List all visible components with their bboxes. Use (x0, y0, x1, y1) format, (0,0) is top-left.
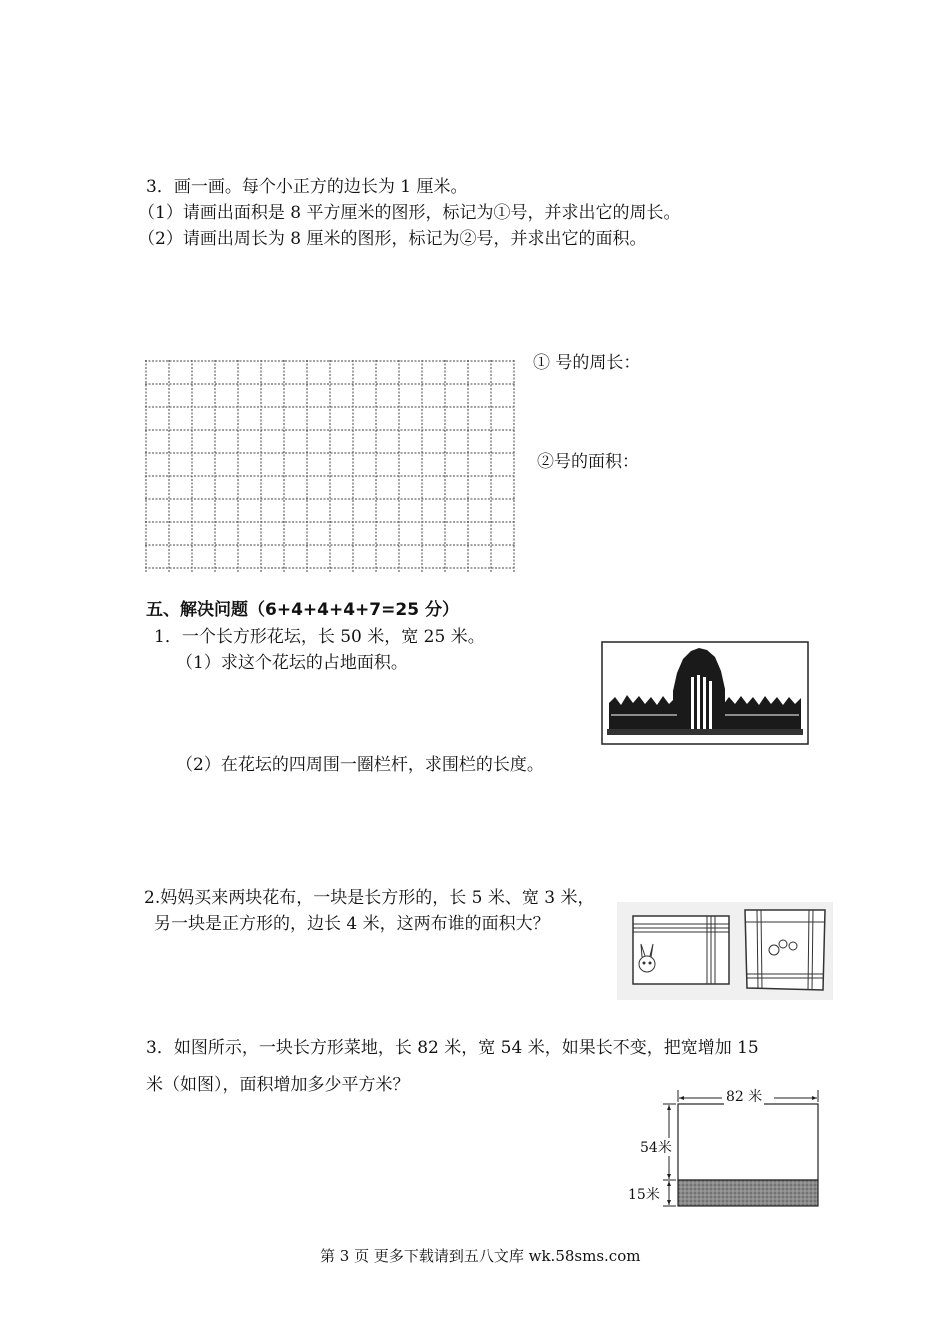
area-label: ②号的面积： (537, 452, 639, 472)
section-heading: 五、解决问题（6+4+4+4+7=25 分） (146, 600, 459, 620)
added-width-label: 15米 (628, 1187, 660, 1203)
q2-line1: 2.妈妈买来两块花布，一块是长方形的，长 5 米、宽 3 米， (144, 888, 595, 908)
q3-part2: （2）请画出周长为 8 厘米的图形，标记为②号，并求出它的面积。 (138, 229, 647, 249)
perimeter-label: ① 号的周长： (533, 353, 641, 373)
q1-text: 1．一个长方形花坛，长 50 米，宽 25 米。 (154, 627, 485, 647)
width-label: 54米 (640, 1140, 672, 1156)
length-label: 82 米 (726, 1089, 763, 1105)
cloth-image (617, 902, 833, 1000)
q3-line2: 米（如图），面积增加多少平方米？ (146, 1075, 410, 1095)
q3-line1: 3．如图所示，一块长方形菜地，长 82 米，宽 54 米，如果长不变，把宽增加 15 (146, 1038, 759, 1058)
flower-bed-image (601, 641, 809, 745)
q3-part1: （1）请画出面积是 8 平方厘米的图形，标记为①号，并求出它的周长。 (138, 203, 681, 223)
q1-part1: （1）求这个花坛的占地面积。 (176, 653, 408, 673)
page-footer: 第 3 页 更多下载请到五八文库 wk.58sms.com (320, 1247, 641, 1265)
q2-line2: 另一块是正方形的，边长 4 米，这两布谁的面积大？ (154, 914, 550, 934)
q3-title: 3．画一画。每个小正方的边长为 1 厘米。 (146, 177, 468, 197)
q1-part2: （2）在花坛的四周围一圈栏杆，求围栏的长度。 (176, 755, 544, 775)
square-grid[interactable] (145, 360, 517, 576)
